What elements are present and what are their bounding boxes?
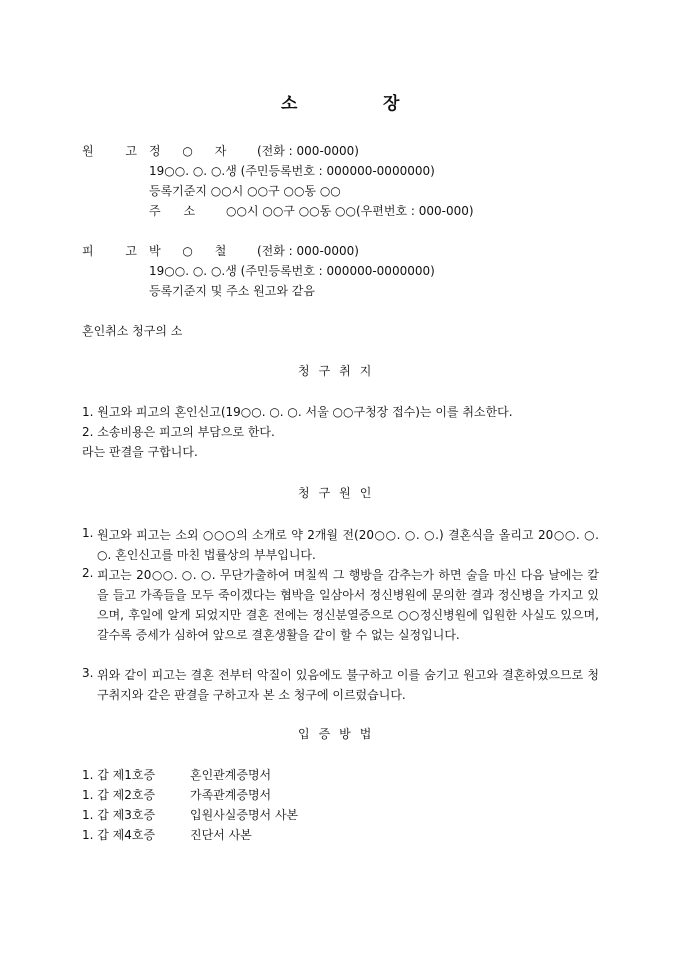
claim-cause-item-1-number: 1. [82,526,94,540]
doc-title-first-char: 소 [281,94,298,114]
defendant-birth: 19○○. ○. ○.생 (주민등록번호 : 000000-0000000) [149,264,435,278]
evidence-heading: 입증방법 [298,727,381,741]
claim-cause-item-3-text: 위와 같이 피고는 결혼 전부터 악질이 있음에도 불구하고 이를 숨기고 원고와 결혼하였으므로 청구취지와 같은 판결을 구하고자 본 소 청구에 이르렀습니다. [97,668,599,702]
claim-cause-item-2-number: 2. [82,566,94,580]
claim-cause-item-2-text: 피고는 20○○. ○. ○. 무단가출하여 며칠씩 그 행방을 감추는가 하면 술을 마신 다음 날에는 칼을 들고 가족들을 모두 죽이겠다는 협박을 일삼아서 정신병원에 문의한 결과 정신병을 가지고 있으며, 후일에 알게 되었지만 결혼 전에는 정신분열증으로 ○○정신병원에 입원한 사실도 있으며, 갈수록 증세가 심하여 앞으로 결혼생활을 같이 할 수 없는 실정입니다. [97,568,599,642]
claim-purpose-item-2: 2. 소송비용은 피고의 부담으로 한다. [82,425,275,439]
claim-purpose-item-1: 1. 원고와 피고의 혼인신고(19○○. ○. ○. 서울 ○○구청장 접수)는 이를 취소한다. [82,405,513,419]
evidence-item-1-document: 혼인관계증명서 [190,768,272,782]
case-name: 혼인취소 청구의 소 [82,324,183,338]
claim-purpose-heading: 청구취지 [298,364,381,378]
evidence-item-3-number: 1. 갑 제3호증 [82,808,156,822]
claim-cause-item-1-text: 원고와 피고는 소외 ○○○의 소개로 약 2개월 전(20○○. ○. ○.) 결혼식을 올리고 20○○. ○. ○. 혼인신고를 마친 법률상의 부부입니다. [97,528,599,562]
evidence-item-4-document: 진단서 사본 [190,828,252,842]
plaintiff-name: 정 ○ 자 [149,144,236,158]
plaintiff-birth: 19○○. ○. ○.생 (주민등록번호 : 000000-0000000) [149,164,435,178]
evidence-item-1-number: 1. 갑 제1호증 [82,768,156,782]
claim-cause-item-3-number: 3. [82,666,94,680]
plaintiff-address-label: 주 소 [149,204,196,218]
claim-purpose-closing: 라는 판결을 구합니다. [82,445,198,459]
defendant-label: 피 고 [82,244,151,258]
claim-cause-heading: 청구원인 [298,486,381,500]
plaintiff-phone: (전화 : 000-0000) [257,144,359,158]
plaintiff-label: 원 고 [82,144,151,158]
evidence-item-3-document: 입원사실증명서 사본 [190,808,299,822]
evidence-item-2-number: 1. 갑 제2호증 [82,788,156,802]
defendant-registry: 등록기준지 및 주소 원고와 같음 [149,284,315,298]
defendant-name: 박 ○ 철 [149,244,236,258]
evidence-item-2-document: 가족관계증명서 [190,788,272,802]
plaintiff-address: ○○시 ○○구 ○○동 ○○(우편번호 : 000-000) [226,204,474,218]
evidence-item-4-number: 1. 갑 제4호증 [82,828,156,842]
doc-title-second-char: 장 [383,94,400,114]
plaintiff-registry: 등록기준지 ○○시 ○○구 ○○동 ○○ [149,184,341,198]
defendant-phone: (전화 : 000-0000) [257,244,359,258]
